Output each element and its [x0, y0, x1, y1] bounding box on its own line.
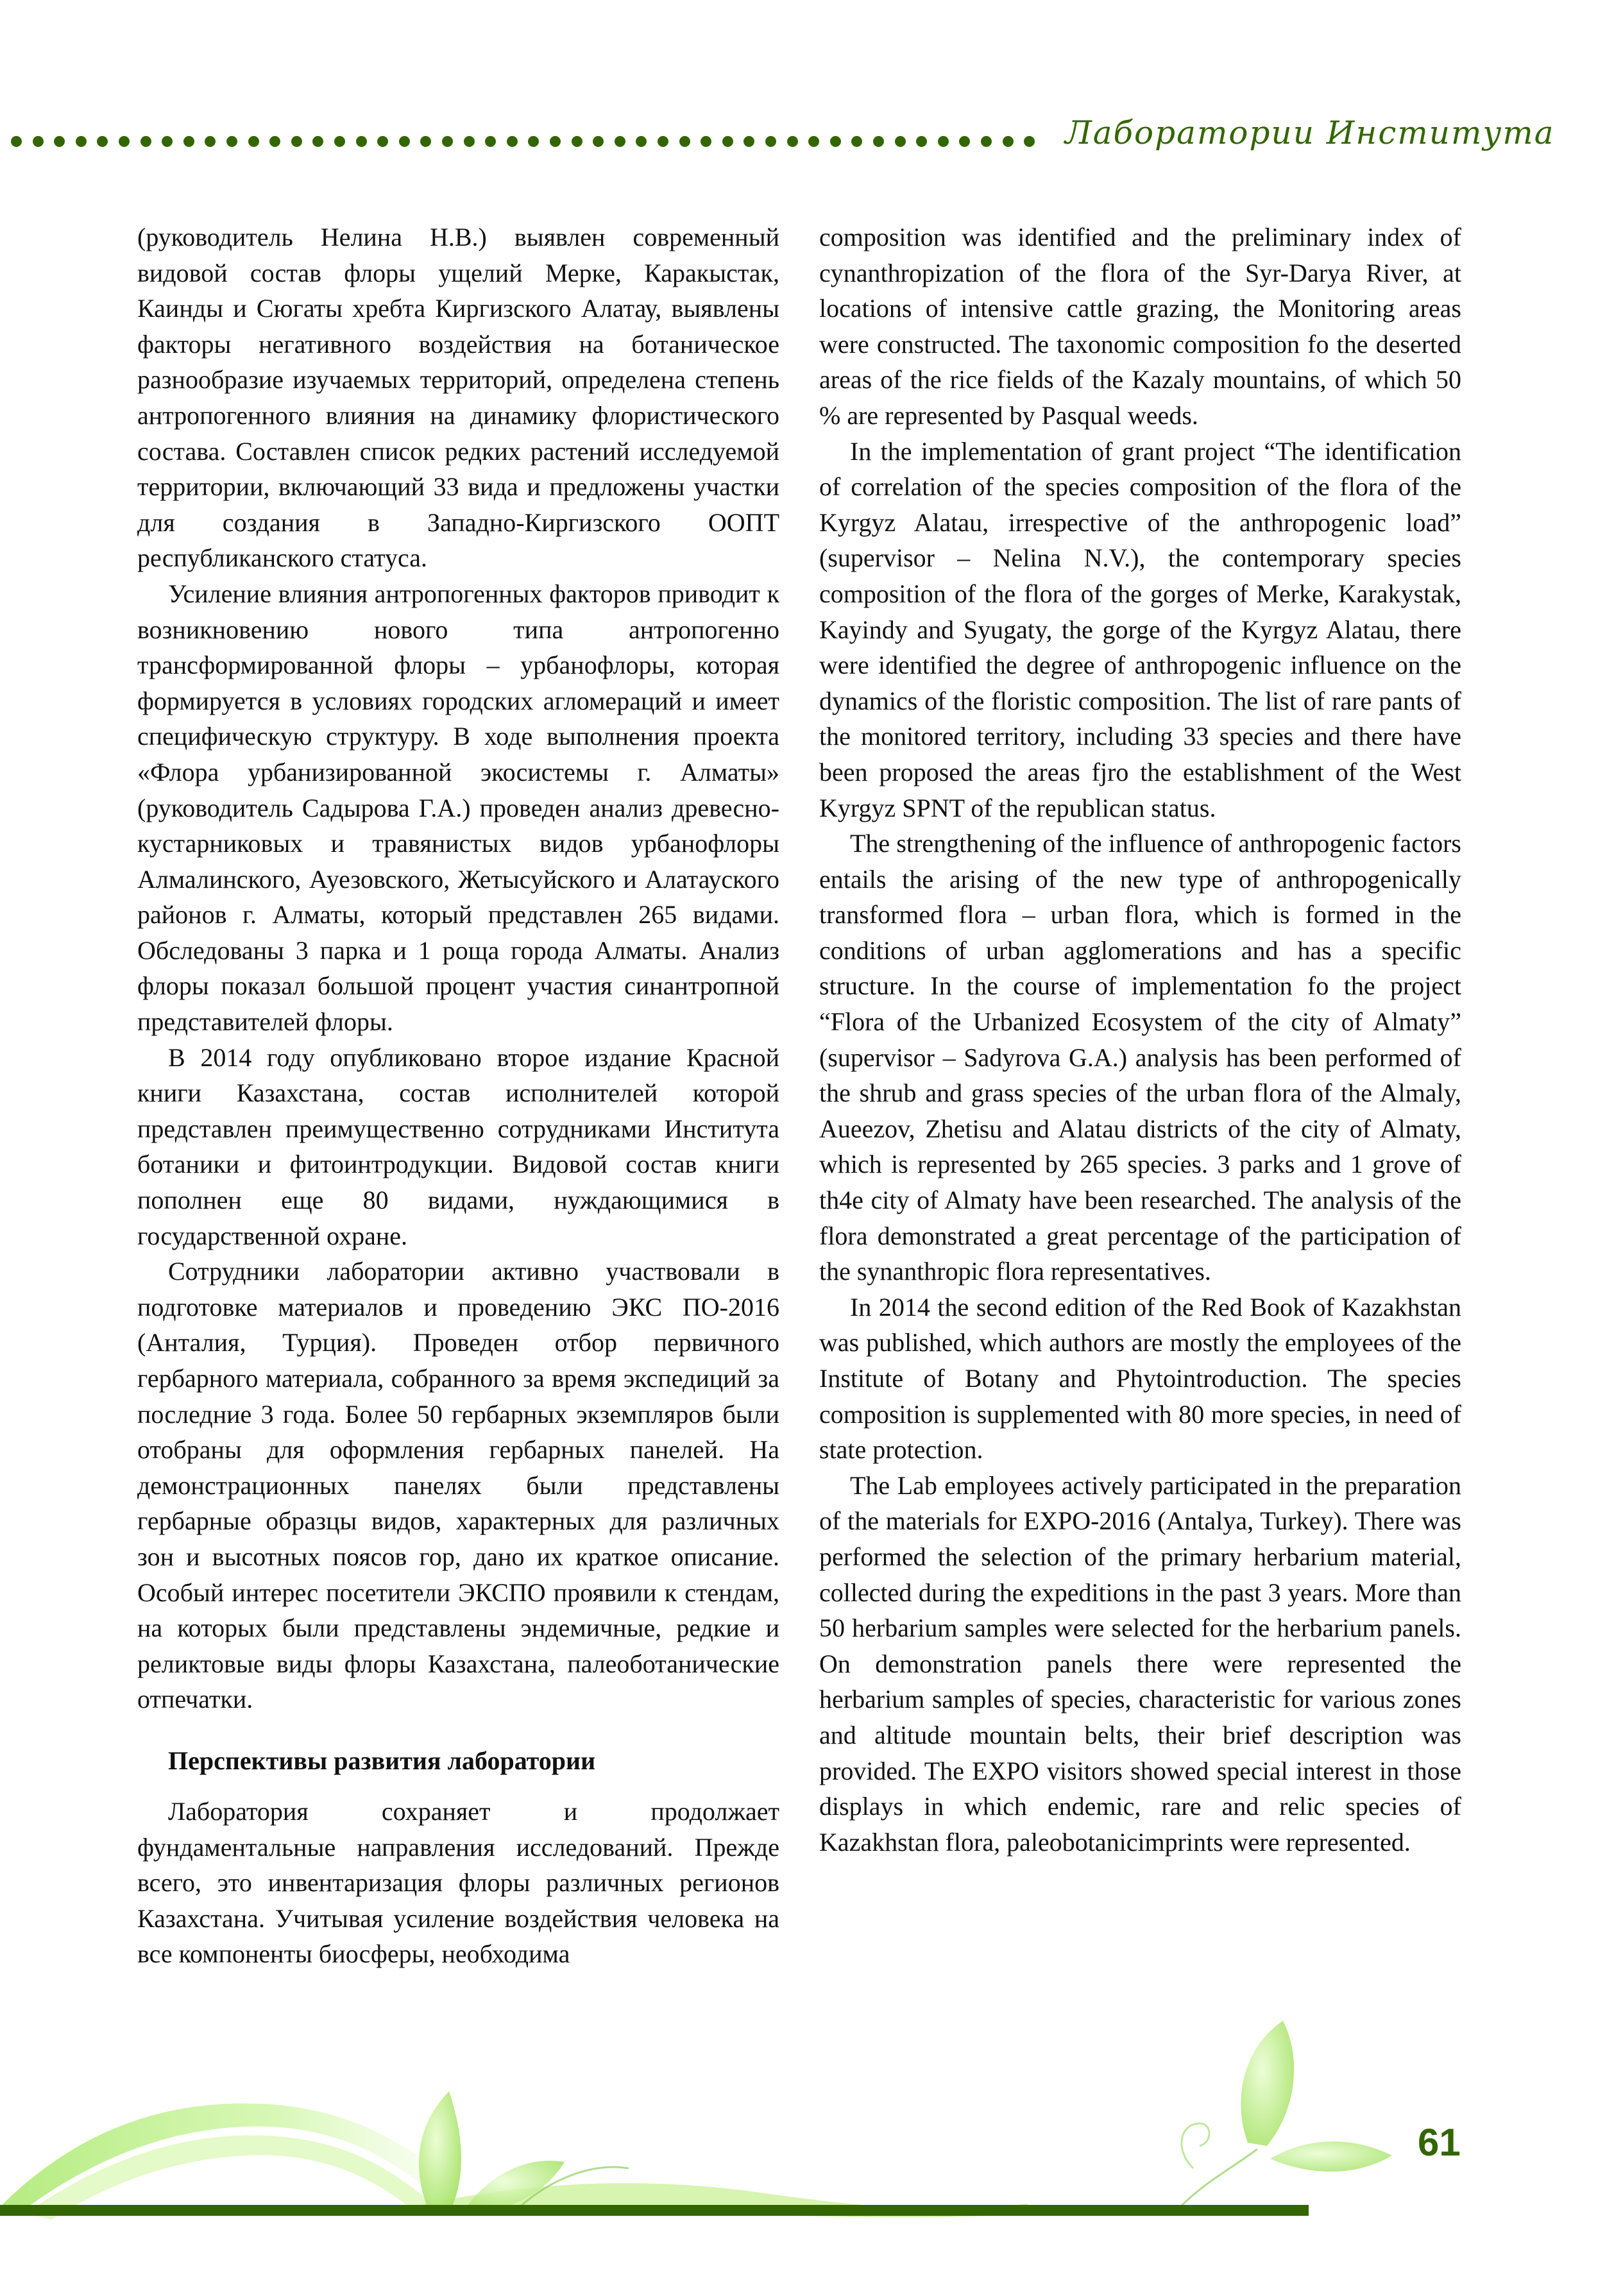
header-dot — [701, 136, 711, 147]
header-dot — [916, 136, 927, 147]
paragraph: In the implementation of grant project “The identification of correlation of the species composition of the flora of the Kyrgyz Alatau, irrespective of the anthropogenic load” (supervisor – Nelina N.V.), the contemporary species composition of the flora of the gorges of Merke, Karakystak, Kayindy and Syugaty, the gorge of the Kyrgyz Alatau, there were identified the degree of anthropogenic influence on the dynamics of the floristic composition. The list of rare pants of the monitored territory, including 33 species and there have been proposed the areas fjro the establishment of the West Kyrgyz SPNT of the republican status. — [819, 436, 1461, 822]
header-dot — [722, 136, 733, 147]
header-dot — [765, 136, 776, 147]
header-dot — [399, 136, 410, 147]
header-dot — [572, 136, 582, 147]
header-dot — [11, 136, 22, 147]
right-column — [819, 219, 1461, 1860]
header-dot — [959, 136, 970, 147]
header-dot — [636, 136, 647, 147]
header-dot — [377, 136, 388, 147]
header-dot — [787, 136, 798, 147]
header-dot — [938, 136, 949, 147]
header-dot — [140, 136, 151, 147]
header-dot — [248, 136, 259, 147]
header-dot — [851, 136, 862, 147]
header-dot — [54, 136, 65, 147]
header-dot — [895, 136, 906, 147]
header-dot — [873, 136, 884, 147]
leaves-decoration-icon — [0, 2021, 1475, 2226]
header-dot — [615, 136, 625, 147]
header-dot — [658, 136, 668, 147]
header-dot — [981, 136, 992, 147]
paragraph: The Lab employees actively participated in the preparation of the materials for EXPO-2016 (Antalya, Turkey). There was performed the selection of the primary herbarium material, collected during the expeditions in the past 3 years. More than 50 herbarium samples were selected for the herbarium panels. On demonstration panels there were represented the herbarium samples of species, characteristic for various zones and altitude mountain belts, their brief description was provided. The EXPO visitors showed special interest in those displays in which endemic, rare and relic species of Kazakhstan flora, paleobotanicimprints were represented. — [819, 1470, 1461, 1857]
header-dot — [291, 136, 302, 147]
header-dot — [97, 136, 108, 147]
header-dot — [183, 136, 194, 147]
header-dot — [679, 136, 690, 147]
header-dot — [593, 136, 604, 147]
header-dot — [528, 136, 539, 147]
header-dot — [550, 136, 561, 147]
paragraph: В 2014 году опубликовано второе издание Красной книги Казахстана, состав исполнителей которой представлен преимущественно сотрудниками Института ботаники и фитоинтродукции. Видовой состав книги пополнен еще 80 видами, нуждающимися в государственной охране. — [137, 1042, 779, 1250]
paragraph: composition was identified and the preliminary index of cynanthropization of the flora of the Syr-Darya River, at locations of intensive cattle grazing, the Monitoring areas were constructed. The taxonomic composition fo the deserted areas of the rice fields of the Kazaly mountains, of which 50 % are represented by Pasqual weeds. — [819, 223, 1461, 430]
paragraph: Лаборатория сохраняет и продолжает фундаментальные направления исследований. Прежде всего, это инвентаризация флоры различных регионов Казахстана. Учитывая усиление воздействия человека на все компоненты биосферы, необходима — [137, 1796, 779, 1969]
header-dot — [485, 136, 496, 147]
running-head: Лаборатории Института — [1065, 114, 1555, 151]
footer-bar — [0, 2205, 1309, 2216]
header-dot — [356, 136, 367, 147]
header-dot — [808, 136, 819, 147]
page-number: 61 — [1418, 2121, 1461, 2164]
section-heading: Перспективы развития лаборатории — [168, 1746, 596, 1775]
header-dot — [464, 136, 475, 147]
header-dot-rule — [11, 136, 1037, 148]
header-dot — [420, 136, 431, 147]
paragraph: Усиление влияния антропогенных факторов приводит к возникновению нового типа антропогенно трансформированной флоры – урбанофлоры, которая формируется в условиях городских агломераций и имеет специфическую структуру. В ходе выполнения проекта «Флора урбанизированной экосистемы г. Алматы» (руководитель Садырова Г.А.) проведен анализ древесно-кустарниковых и травянистых видов урбанофлоры Алмалинского, Ауезовского, Жетысуйского и Алатауского районов г. Алматы, который представлен 265 видами. Обследованы 3 парка и 1 роща города Алматы. Анализ флоры показал большой процент участия синантропной представителей флоры. — [137, 579, 779, 1037]
header-dot — [119, 136, 130, 147]
left-column — [137, 219, 779, 1972]
paragraph: In 2014 the second edition of the Red Book of Kazakhstan was published, which authors are mostly the employees of the Institute of Botany and Phytointroduction. The species composition is supplemented with 80 more species, in need of state protection. — [819, 1292, 1461, 1465]
header-dot — [334, 136, 345, 147]
header-dot — [1024, 136, 1035, 147]
header-dot — [162, 136, 173, 147]
header-dot — [269, 136, 280, 147]
paragraph: The strengthening of the influence of anthropogenic factors entails the arising of the new type of anthropogenically transformed flora – urban flora, which is formed in the conditions of urban agglomerations and has a specific structure. In the course of implementation fo the project “Flora of the Urbanized Ecosystem of the city of Almaty” (supervisor – Sadyrova G.A.) analysis has been performed of the shrub and grass species of the urban flora of the Almaly, Aueezov, Zhetisu and Alatau districts of the city of Almaty, which is represented by 265 species. 3 parks and 1 grove of th4e city of Almaty have been researched. The analysis of the flora demonstrated a great percentage of the participation of the synanthropic flora representatives. — [819, 829, 1461, 1286]
header-dot — [205, 136, 216, 147]
header-dot — [1003, 136, 1014, 147]
header-dot — [743, 136, 754, 147]
paragraph: (руководитель Нелина Н.В.) выявлен современный видовой состав флоры ущелий Мерке, Каракыстак, Каинды и Сюгаты хребта Киргизского Алатау, выявлены факторы негативного воздействия на ботаническое разнообразие изучаемых территорий, определена степень антропогенного влияния на динамику флористического состава. Составлен список редких растений исследуемой территории, включающий 33 вида и предложены участки для создания в Западно-Киргизского ООПТ республиканского статуса. — [137, 223, 779, 573]
header-dot — [226, 136, 237, 147]
header-dot — [507, 136, 518, 147]
paragraph: Сотрудники лаборатории активно участвовали в подготовке материалов и проведению ЭКС ПО-2016 (Анталия, Турция). Проведен отбор первичного гербарного материала, собранного за время экспедиций за последние 3 года. Более 50 гербарных экземпляров были отобраны для оформления гербарных панелей. На демонстрационных панелях были представлены гербарные образцы видов, характерных для различных зон и высотных поясов гор, дано их краткое описание. Особый интерес посетители ЭКСПО проявили к стендам, на которых были представлены эндемичные, редкие и реликтовые виды флоры Казахстана, палеоботанические отпечатки. — [137, 1257, 779, 1714]
header-dot — [830, 136, 841, 147]
header-dot — [33, 136, 44, 147]
header-dot — [76, 136, 87, 147]
header-dot — [312, 136, 323, 147]
header-dot — [442, 136, 453, 147]
